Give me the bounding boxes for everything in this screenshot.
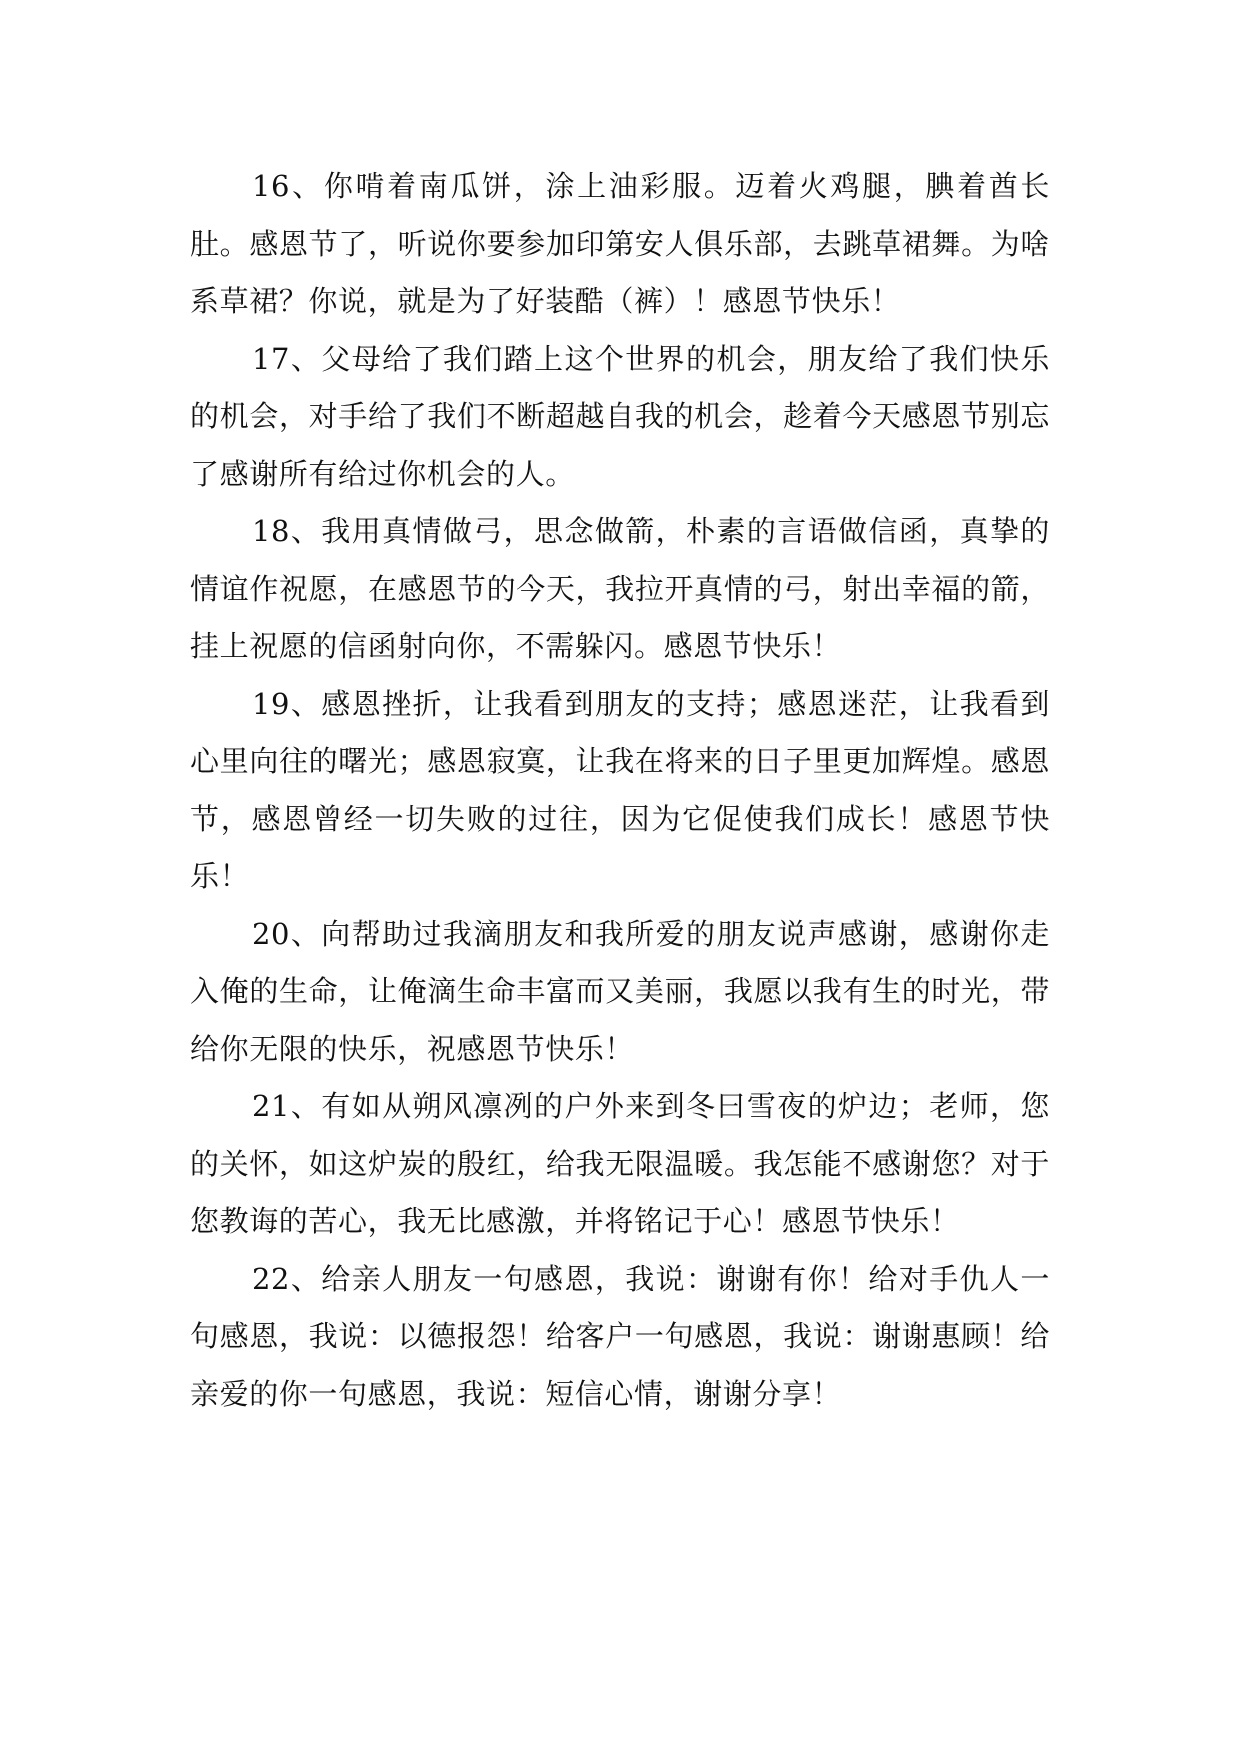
paragraph-18: 18、我用真情做弓，思念做箭，朴素的言语做信函，真挚的情谊作祝愿，在感恩节的今天，我拉开真情的弓，射出幸福的箭，挂上祝愿的信函射向你，不需躲闪。感恩节快乐！ — [190, 514, 1050, 663]
paragraph-21: 21、有如从朔风凛冽的户外来到冬曰雪夜的炉边；老师，您的关怀，如这炉炭的殷红，给我无限温暖。我怎能不感谢您？对于您教诲的苦心，我无比感激，并将铭记于心！感恩节快乐！ — [190, 1089, 1050, 1238]
paragraph-20: 20、向帮助过我滴朋友和我所爱的朋友说声感谢，感谢你走入俺的生命，让俺滴生命丰富而又美丽，我愿以我有生的时光，带给你无限的快乐，祝感恩节快乐！ — [190, 916, 1050, 1066]
paragraph-16: 16、你啃着南瓜饼，涂上油彩服。迈着火鸡腿，腆着酋长肚。感恩节了，听说你要参加印第安人俱乐部，去跳草裙舞。为啥系草裙？你说，就是为了好装酷（裤）！感恩节快乐！ — [190, 169, 1050, 318]
document-body — [190, 158, 1050, 1423]
paragraph-22: 22、给亲人朋友一句感恩，我说：谢谢有你！给对手仇人一句感恩，我说：以德报怨！给客户一句感恩，我说：谢谢惠顾！给亲爱的你一句感恩，我说：短信心情，谢谢分享！ — [190, 1261, 1050, 1411]
paragraph-19: 19、感恩挫折，让我看到朋友的支持；感恩迷茫，让我看到心里向往的曙光；感恩寂寞，让我在将来的日子里更加辉煌。感恩节，感恩曾经一切失败的过往，因为它促使我们成长！感恩节快乐！ — [190, 686, 1050, 893]
paragraph-17: 17、父母给了我们踏上这个世界的机会，朋友给了我们快乐的机会，对手给了我们不断超越自我的机会，趁着今天感恩节别忘了感谢所有给过你机会的人。 — [190, 341, 1050, 491]
